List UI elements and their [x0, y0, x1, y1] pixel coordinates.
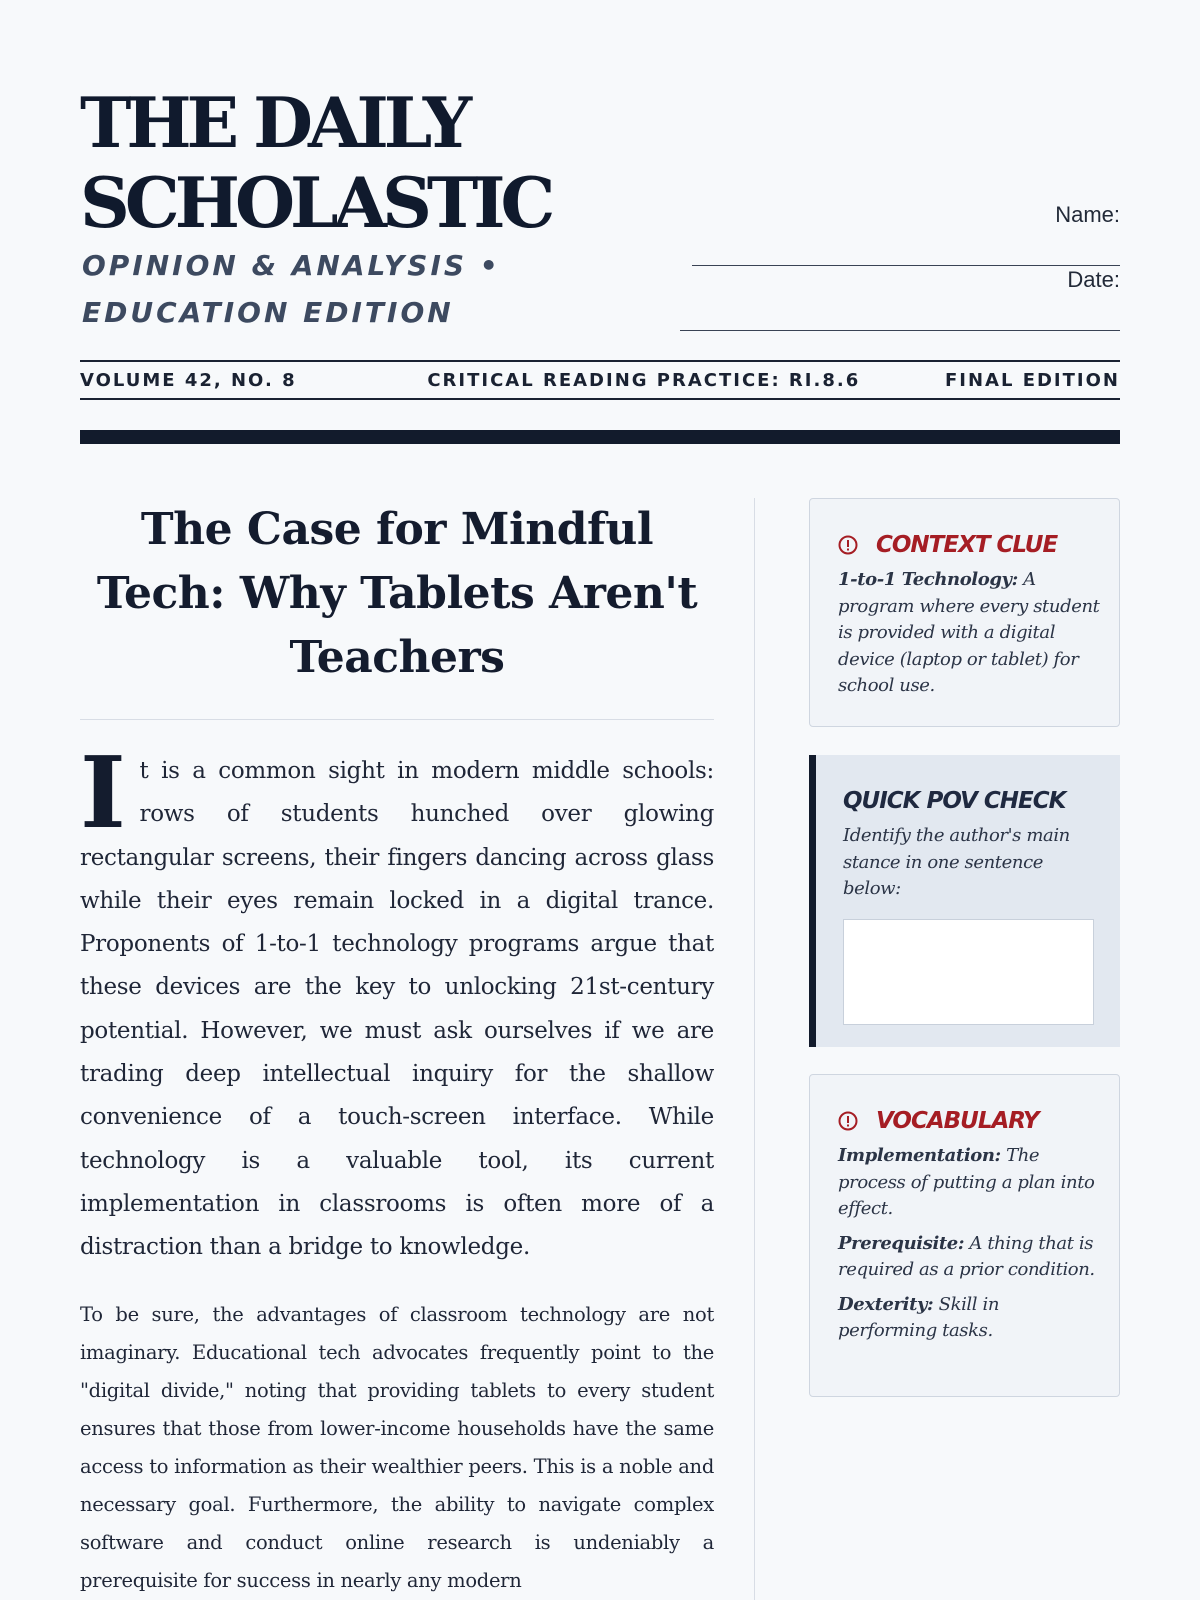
name-date-block — [680, 201, 1120, 331]
headline-divider — [80, 719, 714, 720]
name-field-line[interactable] — [692, 229, 1120, 266]
edition-subtitle: OPINION & ANALYSIS • EDUCATION EDITION — [82, 249, 501, 329]
vocab-definition: A thing that is required as a prior condition. — [838, 1232, 1095, 1280]
pov-check-header — [843, 785, 1094, 817]
info-icon — [838, 1111, 858, 1131]
date-label: Date: — [1067, 267, 1120, 292]
vocabulary-heading: VOCABULARY — [876, 1108, 1039, 1134]
vocabulary-card — [809, 1074, 1120, 1397]
vocab-term: Dexterity: — [838, 1293, 934, 1315]
vocab-item — [838, 1231, 1101, 1284]
pov-check-prompt: Identify the author's main stance in one sentence below: — [843, 825, 1070, 899]
context-term: 1-to-1 Technology: — [838, 569, 1018, 590]
masthead — [80, 84, 1120, 336]
drop-cap: I — [80, 736, 126, 851]
context-clue-card — [809, 498, 1120, 727]
name-label: Name: — [1055, 202, 1120, 227]
lead-text: t is a common sight in modern middle schools: rows of students hunched over glowing rectangular screens, their fingers dancing across glass while their eyes remain locked in a digital trance. Proponents of 1-to-1 technology programs argue that these devices are the key to unlocking 21st-century potential. However, we must ask ourselves if we are trading deep intellectual inquiry for the shallow convenience of a touch-screen interface. While technology is a valuable tool, its current implementation in classrooms is often more of a distraction than a bridge to knowledge. — [80, 758, 714, 1261]
practice-standard: CRITICAL READING PRACTICE: RI.8.6 — [427, 369, 861, 391]
context-clue-header — [838, 529, 1101, 561]
vocab-term: Prerequisite: — [838, 1232, 965, 1254]
title-line-1: THE DAILY — [80, 83, 468, 164]
article — [80, 498, 714, 1600]
vocab-definition: The process of putting a plan into effect. — [838, 1145, 1095, 1219]
vocab-item — [838, 1292, 1101, 1345]
vocabulary-header — [838, 1105, 1101, 1137]
info-icon — [838, 535, 858, 555]
title-line-2: SCHOLASTIC — [80, 163, 551, 244]
vocab-definition: Skill in performing tasks. — [838, 1293, 1000, 1341]
article-headline: The Case for Mindful Tech: Why Tablets Aren't Teachers — [96, 504, 698, 683]
context-clue-heading: CONTEXT CLUE — [876, 532, 1058, 558]
volume-number: VOLUME 42, NO. 8 — [80, 369, 297, 391]
pov-check-heading: QUICK POV CHECK — [843, 788, 1066, 814]
body-paragraph: To be sure, the advantages of classroom technology are not imaginary. Educational tech advocates frequently point to the "digital divide," noting that providing tablets to every student ensures that those from lower-income households have the same access to information as their wealthier peers. This is a noble and necessary goal. Furthermore, the ability to navigate complex software and conduct online research is undeniably a prerequisite for success in nearly any modern — [80, 1302, 714, 1592]
context-clue-text — [838, 567, 1101, 700]
date-field-line[interactable] — [680, 294, 1120, 331]
pov-answer-box[interactable] — [843, 919, 1094, 1025]
column-divider — [754, 498, 755, 1600]
pov-check-card — [809, 755, 1120, 1047]
context-definition: A program where every student is provided with a digital device (laptop or tablet) for school use. — [838, 569, 1100, 696]
vocab-term: Implementation: — [838, 1145, 1001, 1166]
vocab-item — [838, 1143, 1101, 1223]
lead-paragraph — [80, 736, 714, 1270]
edition-label: FINAL EDITION — [944, 369, 1120, 391]
heavy-divider — [80, 430, 1120, 444]
issue-info-bar — [80, 360, 1120, 400]
